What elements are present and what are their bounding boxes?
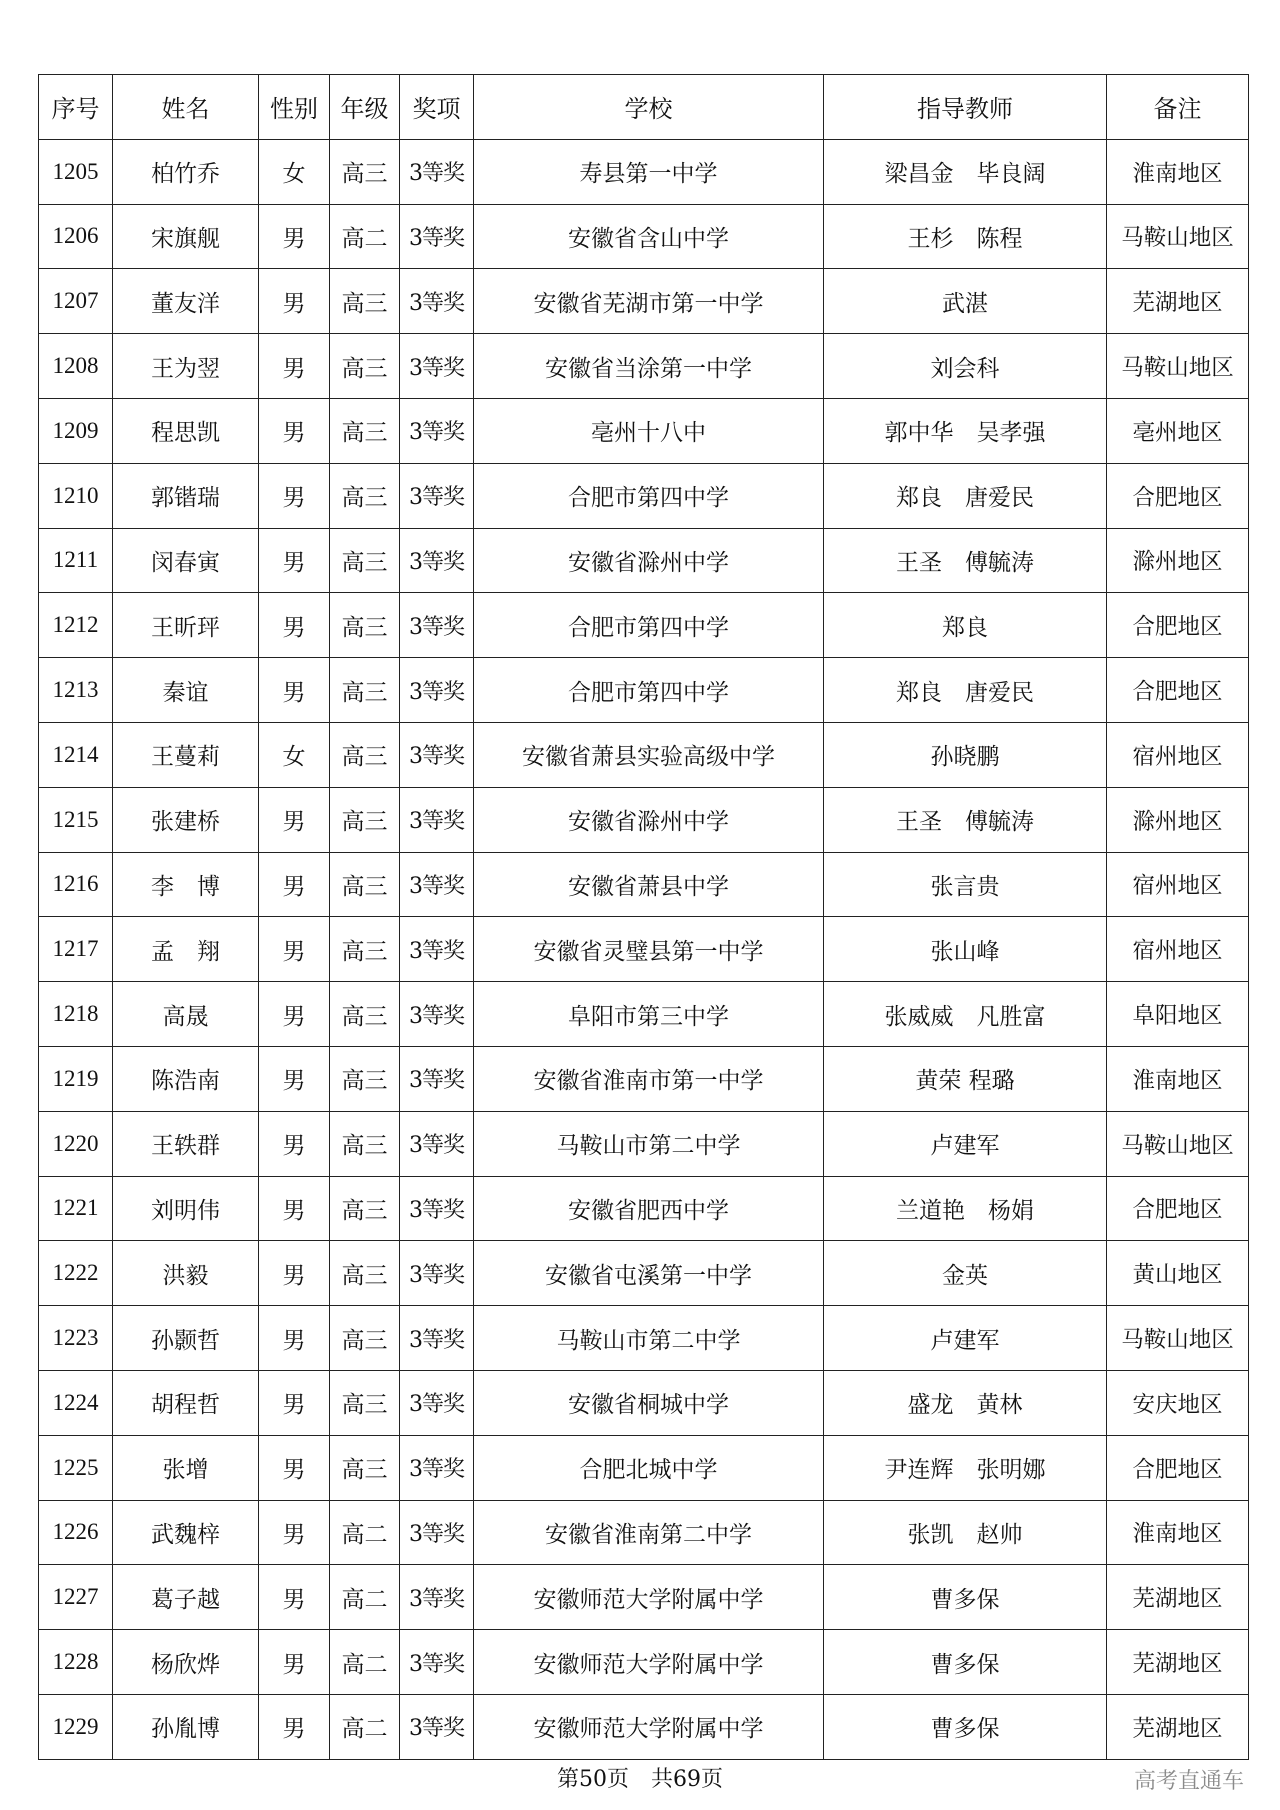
award-cell: 3等奖 (400, 269, 474, 334)
gender-cell: 男 (259, 1046, 330, 1111)
grade-cell: 高三 (330, 334, 400, 399)
school-cell: 安徽省滁州中学 (474, 787, 824, 852)
table-row (39, 1306, 1249, 1371)
name-cell: 陈浩南 (113, 1046, 259, 1111)
teacher-cell: 张凯 赵帅 (824, 1500, 1107, 1565)
name-cell: 柏竹乔 (113, 139, 259, 204)
serial-cell: 1219 (39, 1046, 113, 1111)
teacher-cell: 张威威 凡胜富 (824, 982, 1107, 1047)
gender-cell: 男 (259, 1111, 330, 1176)
grade-cell: 高三 (330, 1241, 400, 1306)
remark-cell: 黄山地区 (1107, 1241, 1249, 1306)
table-row (39, 1111, 1249, 1176)
school-cell: 安徽省萧县中学 (474, 852, 824, 917)
remark-cell: 马鞍山地区 (1107, 334, 1249, 399)
remark-cell: 合肥地区 (1107, 593, 1249, 658)
grade-cell: 高三 (330, 1306, 400, 1371)
school-cell: 马鞍山市第二中学 (474, 1111, 824, 1176)
serial-cell: 1226 (39, 1500, 113, 1565)
table-row (39, 528, 1249, 593)
serial-cell: 1213 (39, 658, 113, 723)
serial-cell: 1205 (39, 139, 113, 204)
remark-cell: 合肥地区 (1107, 658, 1249, 723)
remark-cell: 安庆地区 (1107, 1370, 1249, 1435)
header-cell-award: 奖项 (400, 75, 474, 140)
grade-cell: 高三 (330, 982, 400, 1047)
teacher-cell: 刘会科 (824, 334, 1107, 399)
award-cell: 3等奖 (400, 1694, 474, 1759)
school-cell: 安徽省屯溪第一中学 (474, 1241, 824, 1306)
remark-cell: 马鞍山地区 (1107, 204, 1249, 269)
table-row (39, 204, 1249, 269)
grade-cell: 高三 (330, 852, 400, 917)
name-cell: 洪毅 (113, 1241, 259, 1306)
award-cell: 3等奖 (400, 982, 474, 1047)
name-cell: 王为翌 (113, 334, 259, 399)
table-row (39, 1046, 1249, 1111)
table-row (39, 1630, 1249, 1695)
gender-cell: 男 (259, 1176, 330, 1241)
gender-cell: 男 (259, 528, 330, 593)
serial-cell: 1207 (39, 269, 113, 334)
school-cell: 合肥市第四中学 (474, 593, 824, 658)
grade-cell: 高三 (330, 269, 400, 334)
award-cell: 3等奖 (400, 722, 474, 787)
gender-cell: 男 (259, 917, 330, 982)
serial-cell: 1209 (39, 398, 113, 463)
teacher-cell: 王杉 陈程 (824, 204, 1107, 269)
remark-cell: 芜湖地区 (1107, 1630, 1249, 1695)
table-row (39, 1241, 1249, 1306)
remark-cell: 淮南地区 (1107, 139, 1249, 204)
grade-cell: 高三 (330, 398, 400, 463)
teacher-cell: 兰道艳 杨娟 (824, 1176, 1107, 1241)
teacher-cell: 张山峰 (824, 917, 1107, 982)
header-cell-teacher: 指导教师 (824, 75, 1107, 140)
award-cell: 3等奖 (400, 1176, 474, 1241)
name-cell: 王轶群 (113, 1111, 259, 1176)
gender-cell: 男 (259, 1694, 330, 1759)
grade-cell: 高二 (330, 1500, 400, 1565)
remark-cell: 合肥地区 (1107, 1435, 1249, 1500)
header-row (39, 75, 1249, 140)
school-cell: 亳州十八中 (474, 398, 824, 463)
remark-cell: 宿州地区 (1107, 917, 1249, 982)
teacher-cell: 卢建军 (824, 1111, 1107, 1176)
serial-cell: 1210 (39, 463, 113, 528)
grade-cell: 高二 (330, 1694, 400, 1759)
award-cell: 3等奖 (400, 1111, 474, 1176)
school-cell: 安徽省芜湖市第一中学 (474, 269, 824, 334)
table-row (39, 1500, 1249, 1565)
header-cell-grade: 年级 (330, 75, 400, 140)
award-cell: 3等奖 (400, 787, 474, 852)
teacher-cell: 孙晓鹏 (824, 722, 1107, 787)
school-cell: 安徽省灵璧县第一中学 (474, 917, 824, 982)
remark-cell: 滁州地区 (1107, 528, 1249, 593)
award-cell: 3等奖 (400, 1370, 474, 1435)
award-cell: 3等奖 (400, 139, 474, 204)
name-cell: 葛子越 (113, 1565, 259, 1630)
teacher-cell: 王圣 傅毓涛 (824, 528, 1107, 593)
header-cell-name: 姓名 (113, 75, 259, 140)
table-body (39, 139, 1249, 1759)
table-row (39, 722, 1249, 787)
name-cell: 胡程哲 (113, 1370, 259, 1435)
table-row (39, 593, 1249, 658)
award-cell: 3等奖 (400, 852, 474, 917)
name-cell: 刘明伟 (113, 1176, 259, 1241)
grade-cell: 高二 (330, 204, 400, 269)
table-row (39, 1565, 1249, 1630)
remark-cell: 亳州地区 (1107, 398, 1249, 463)
teacher-cell: 曹多保 (824, 1565, 1107, 1630)
award-cell: 3等奖 (400, 398, 474, 463)
gender-cell: 男 (259, 334, 330, 399)
page-number: 第50页 共69页 (557, 1767, 723, 1792)
grade-cell: 高二 (330, 1565, 400, 1630)
teacher-cell: 王圣 傅毓涛 (824, 787, 1107, 852)
serial-cell: 1208 (39, 334, 113, 399)
name-cell: 王昕玶 (113, 593, 259, 658)
school-cell: 寿县第一中学 (474, 139, 824, 204)
header-cell-remark: 备注 (1107, 75, 1249, 140)
table-row (39, 787, 1249, 852)
teacher-cell: 卢建军 (824, 1306, 1107, 1371)
gender-cell: 男 (259, 1500, 330, 1565)
serial-cell: 1212 (39, 593, 113, 658)
remark-cell: 合肥地区 (1107, 463, 1249, 528)
name-cell: 王蔓莉 (113, 722, 259, 787)
table-row (39, 398, 1249, 463)
remark-cell: 滁州地区 (1107, 787, 1249, 852)
teacher-cell: 曹多保 (824, 1630, 1107, 1695)
gender-cell: 女 (259, 139, 330, 204)
remark-cell: 芜湖地区 (1107, 269, 1249, 334)
serial-cell: 1214 (39, 722, 113, 787)
serial-cell: 1222 (39, 1241, 113, 1306)
name-cell: 秦谊 (113, 658, 259, 723)
grade-cell: 高三 (330, 593, 400, 658)
teacher-cell: 金英 (824, 1241, 1107, 1306)
teacher-cell: 黄荣 程璐 (824, 1046, 1107, 1111)
table-row (39, 139, 1249, 204)
school-cell: 阜阳市第三中学 (474, 982, 824, 1047)
table-row (39, 269, 1249, 334)
grade-cell: 高二 (330, 1630, 400, 1695)
school-cell: 安徽省淮南市第一中学 (474, 1046, 824, 1111)
school-cell: 安徽省含山中学 (474, 204, 824, 269)
serial-cell: 1229 (39, 1694, 113, 1759)
header-cell-serial: 序号 (39, 75, 113, 140)
award-cell: 3等奖 (400, 1435, 474, 1500)
serial-cell: 1221 (39, 1176, 113, 1241)
serial-cell: 1211 (39, 528, 113, 593)
gender-cell: 男 (259, 982, 330, 1047)
grade-cell: 高三 (330, 787, 400, 852)
teacher-cell: 郑良 (824, 593, 1107, 658)
gender-cell: 男 (259, 852, 330, 917)
award-cell: 3等奖 (400, 1630, 474, 1695)
gender-cell: 男 (259, 1241, 330, 1306)
award-cell: 3等奖 (400, 204, 474, 269)
grade-cell: 高三 (330, 1111, 400, 1176)
school-cell: 安徽省萧县实验高级中学 (474, 722, 824, 787)
teacher-cell: 曹多保 (824, 1694, 1107, 1759)
name-cell: 孙胤博 (113, 1694, 259, 1759)
gender-cell: 男 (259, 787, 330, 852)
award-cell: 3等奖 (400, 1500, 474, 1565)
grade-cell: 高三 (330, 1046, 400, 1111)
grade-cell: 高三 (330, 1370, 400, 1435)
grade-cell: 高三 (330, 917, 400, 982)
gender-cell: 男 (259, 398, 330, 463)
table-row (39, 917, 1249, 982)
serial-cell: 1217 (39, 917, 113, 982)
teacher-cell: 郑良 唐爱民 (824, 463, 1107, 528)
watermark-text: 高考直通车 (1133, 1769, 1244, 1794)
grade-cell: 高三 (330, 1435, 400, 1500)
school-cell: 马鞍山市第二中学 (474, 1306, 824, 1371)
name-cell: 孙颢哲 (113, 1306, 259, 1371)
remark-cell: 阜阳地区 (1107, 982, 1249, 1047)
name-cell: 武魏梓 (113, 1500, 259, 1565)
table-row (39, 982, 1249, 1047)
teacher-cell: 郭中华 吴孝强 (824, 398, 1107, 463)
school-cell: 合肥北城中学 (474, 1435, 824, 1500)
remark-cell: 淮南地区 (1107, 1500, 1249, 1565)
name-cell: 董友洋 (113, 269, 259, 334)
teacher-cell: 盛龙 黄林 (824, 1370, 1107, 1435)
name-cell: 闵春寅 (113, 528, 259, 593)
gender-cell: 男 (259, 269, 330, 334)
name-cell: 孟 翔 (113, 917, 259, 982)
school-cell: 安徽师范大学附属中学 (474, 1565, 824, 1630)
name-cell: 宋旗舰 (113, 204, 259, 269)
grade-cell: 高三 (330, 139, 400, 204)
school-cell: 安徽师范大学附属中学 (474, 1694, 824, 1759)
award-cell: 3等奖 (400, 1241, 474, 1306)
header-cell-gender: 性别 (259, 75, 330, 140)
gender-cell: 男 (259, 1565, 330, 1630)
table-row (39, 1176, 1249, 1241)
table-row (39, 334, 1249, 399)
award-list-table (38, 74, 1249, 1760)
award-cell: 3等奖 (400, 658, 474, 723)
school-cell: 合肥市第四中学 (474, 463, 824, 528)
serial-cell: 1220 (39, 1111, 113, 1176)
gender-cell: 男 (259, 1630, 330, 1695)
serial-cell: 1224 (39, 1370, 113, 1435)
remark-cell: 芜湖地区 (1107, 1565, 1249, 1630)
table-row (39, 463, 1249, 528)
school-cell: 安徽省桐城中学 (474, 1370, 824, 1435)
serial-cell: 1206 (39, 204, 113, 269)
name-cell: 张增 (113, 1435, 259, 1500)
serial-cell: 1227 (39, 1565, 113, 1630)
award-cell: 3等奖 (400, 334, 474, 399)
remark-cell: 宿州地区 (1107, 722, 1249, 787)
teacher-cell: 张言贵 (824, 852, 1107, 917)
gender-cell: 男 (259, 463, 330, 528)
school-cell: 安徽省滁州中学 (474, 528, 824, 593)
name-cell: 李 博 (113, 852, 259, 917)
school-cell: 安徽师范大学附属中学 (474, 1630, 824, 1695)
table-row (39, 852, 1249, 917)
gender-cell: 男 (259, 204, 330, 269)
name-cell: 杨欣烨 (113, 1630, 259, 1695)
award-cell: 3等奖 (400, 463, 474, 528)
name-cell: 张建桥 (113, 787, 259, 852)
gender-cell: 男 (259, 1435, 330, 1500)
grade-cell: 高三 (330, 528, 400, 593)
school-cell: 安徽省肥西中学 (474, 1176, 824, 1241)
teacher-cell: 梁昌金 毕良阔 (824, 139, 1107, 204)
header-cell-school: 学校 (474, 75, 824, 140)
table-row (39, 658, 1249, 723)
school-cell: 合肥市第四中学 (474, 658, 824, 723)
award-cell: 3等奖 (400, 1306, 474, 1371)
remark-cell: 马鞍山地区 (1107, 1111, 1249, 1176)
serial-cell: 1218 (39, 982, 113, 1047)
school-cell: 安徽省当涂第一中学 (474, 334, 824, 399)
award-cell: 3等奖 (400, 528, 474, 593)
award-cell: 3等奖 (400, 917, 474, 982)
gender-cell: 男 (259, 593, 330, 658)
award-cell: 3等奖 (400, 593, 474, 658)
gender-cell: 女 (259, 722, 330, 787)
name-cell: 程思凯 (113, 398, 259, 463)
table-row (39, 1435, 1249, 1500)
gender-cell: 男 (259, 1370, 330, 1435)
grade-cell: 高三 (330, 722, 400, 787)
name-cell: 郭锴瑞 (113, 463, 259, 528)
gender-cell: 男 (259, 1306, 330, 1371)
grade-cell: 高三 (330, 1176, 400, 1241)
grade-cell: 高三 (330, 658, 400, 723)
table-row (39, 1694, 1249, 1759)
serial-cell: 1223 (39, 1306, 113, 1371)
gender-cell: 男 (259, 658, 330, 723)
teacher-cell: 武湛 (824, 269, 1107, 334)
serial-cell: 1228 (39, 1630, 113, 1695)
remark-cell: 芜湖地区 (1107, 1694, 1249, 1759)
serial-cell: 1215 (39, 787, 113, 852)
award-cell: 3等奖 (400, 1046, 474, 1111)
remark-cell: 宿州地区 (1107, 852, 1249, 917)
teacher-cell: 尹连辉 张明娜 (824, 1435, 1107, 1500)
remark-cell: 淮南地区 (1107, 1046, 1249, 1111)
serial-cell: 1225 (39, 1435, 113, 1500)
remark-cell: 合肥地区 (1107, 1176, 1249, 1241)
school-cell: 安徽省淮南第二中学 (474, 1500, 824, 1565)
remark-cell: 马鞍山地区 (1107, 1306, 1249, 1371)
table-row (39, 1370, 1249, 1435)
name-cell: 高晟 (113, 982, 259, 1047)
teacher-cell: 郑良 唐爱民 (824, 658, 1107, 723)
award-cell: 3等奖 (400, 1565, 474, 1630)
serial-cell: 1216 (39, 852, 113, 917)
grade-cell: 高三 (330, 463, 400, 528)
